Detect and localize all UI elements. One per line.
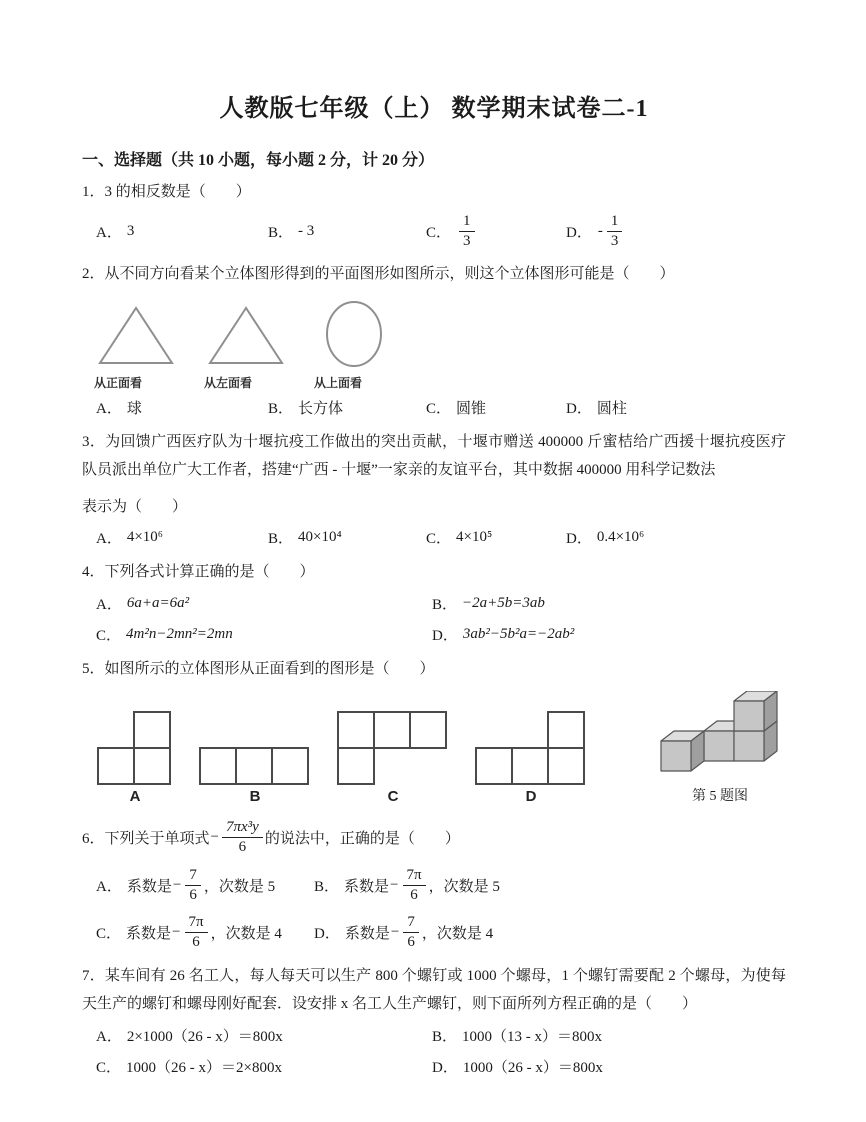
option-3d: D． 0.4×10⁶ (566, 529, 645, 547)
question-3-text: 3．为回馈广西医疗队为十堰抗疫工作做出的突出贡献，十堰市赠送 400000 斤蜜桔给广西援十堰抗疫医疗队员派出单位广大工作者，搭建“广西 - 十堰”一家亲的友谊平台，其中数据 400000 用科学记数法 (82, 433, 786, 478)
top-view-figure (314, 299, 398, 391)
question-2 (82, 260, 786, 418)
option-6a: A． 系数是 − $\frac{7}{6}$ ，次数是 5 (96, 866, 276, 903)
fraction: $\frac{7\pi}{6}$ (403, 867, 426, 905)
cube-stack-figure (654, 691, 786, 783)
top-view-caption: 从上面看 (314, 375, 363, 390)
option-2a: A． 球 (96, 400, 142, 417)
option-4a: A． 6a+a=6a² (96, 594, 190, 613)
front-view-figure (94, 303, 178, 391)
question-2-options (96, 397, 786, 418)
option-1d: D． - $\frac{1}{3}$ (566, 213, 625, 251)
option-3c: C． 4×10⁵ (426, 529, 493, 547)
question-4-options-row1 (96, 593, 786, 614)
polyomino-a (96, 708, 174, 786)
question-6-options-row2 (96, 914, 786, 952)
fraction: $\frac{7\pi}{6}$ (185, 914, 208, 952)
front-view-triangle (94, 303, 178, 369)
shape-option-a: A (96, 708, 174, 805)
shape-option-b: B (198, 708, 312, 805)
option-2d: D． 圆柱 (566, 400, 627, 417)
question-6-options-row1 (96, 867, 786, 905)
question-3-tail: 表示为（ ） (82, 498, 188, 515)
shape-option-c: C (336, 708, 450, 805)
option-4d: D． 3ab²−5b²a=−2ab² (432, 625, 575, 644)
question-6-text: 6．下列关于单项式 − $\frac{\text{7πx³y}}{6}$ 的说法中，正确的是（ ） (82, 819, 460, 856)
option-2b: B． 长方体 (268, 400, 344, 417)
option-4b: B． −2a+5b=3ab (432, 594, 545, 613)
question-1 (82, 178, 786, 250)
question-4 (82, 558, 786, 645)
option-7c: C． 1000（26 - x）＝2×800x (96, 1059, 282, 1076)
left-view-triangle (204, 303, 288, 369)
monomial-fraction: $\frac{\text{7πx³y}}{6}$ (222, 819, 263, 857)
option-1a: A． 3 (96, 222, 135, 241)
fraction: $\frac{7}{6}$ (403, 914, 419, 952)
question-5-solid-figure (654, 691, 786, 805)
polyomino-c (336, 708, 450, 786)
question-1-options (96, 213, 786, 251)
fraction: $\frac{7}{6}$ (185, 867, 201, 905)
question-4-text: 4．下列各式计算正确的是（ ） (82, 564, 315, 580)
left-view-figure (204, 303, 288, 391)
question-4-options-row2 (96, 624, 786, 645)
question-5-text: 5．如图所示的立体图形从正面看到的图形是（ ） (82, 660, 435, 677)
fraction: $\frac{1}{3}$ (607, 213, 623, 251)
polyomino-d (474, 708, 588, 786)
option-7b: B． 1000（13 - x）＝800x (432, 1028, 603, 1045)
option-6c: C． 系数是 − $\frac{7\pi}{6}$ ，次数是 4 (96, 914, 282, 951)
polyomino-b (198, 708, 312, 786)
question-6 (82, 819, 786, 952)
option-7d: D． 1000（26 - x）＝800x (432, 1059, 603, 1076)
question-5-figures (96, 691, 786, 805)
option-4c: C． 4m²n−2mn²=2mn (96, 625, 233, 644)
page-title: 人教版七年级（上） 数学期末试卷二-1 (219, 96, 649, 122)
section-heading: 一、选择题（共 10 小题，每小题 2 分，计 20 分） (82, 152, 435, 169)
question-3 (82, 428, 786, 549)
top-view-circle (314, 299, 398, 369)
question-7-options-row1 (96, 1025, 786, 1046)
front-view-caption: 从正面看 (94, 375, 143, 390)
shape-option-d: D (474, 708, 588, 805)
question-7-options-row2 (96, 1056, 786, 1077)
option-7a: A． 2×1000（26 - x）＝800x (96, 1028, 283, 1045)
question-3-options (96, 527, 786, 548)
question-2-figures (94, 299, 786, 391)
option-2c: C． 圆锥 (426, 400, 487, 417)
fraction: $\frac{1}{3}$ (459, 213, 475, 251)
option-3a: A． 4×10⁶ (96, 529, 164, 547)
question-1-text: 1．3 的相反数是（ ） (82, 184, 251, 200)
option-6d: D． 系数是 − $\frac{7}{6}$ ，次数是 4 (314, 914, 494, 951)
question-7 (82, 962, 786, 1077)
option-1b: B． - 3 (268, 222, 315, 241)
option-1c: C． $\frac{1}{3}$ (426, 213, 566, 251)
cube-figure-caption: 第 5 题图 (692, 789, 748, 804)
question-5 (82, 655, 786, 806)
question-2-text: 2．从不同方向看某个立体图形得到的平面图形如图所示，则这个立体图形可能是（ ） (82, 266, 675, 282)
option-6b: B． 系数是 − $\frac{7\pi}{6}$ ，次数是 5 (314, 866, 500, 903)
left-view-caption: 从左面看 (204, 375, 253, 390)
option-3b: B． 40×10⁴ (268, 529, 342, 547)
question-7-text: 7．某车间有 26 名工人，每人每天可以生产 800 个螺钉或 1000 个螺母，1 个螺钉需要配 2 个螺母，为使每天生产的螺钉和螺母刚好配套．设安排 x 名工人生产螺钉，则下面所列方程正确的是（ ） (82, 967, 786, 1012)
